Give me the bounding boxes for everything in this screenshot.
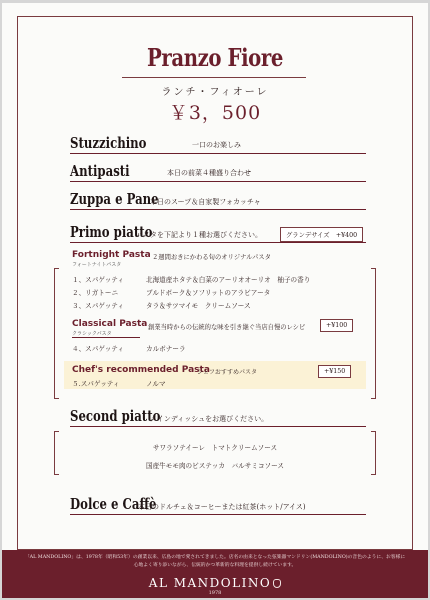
grande-size-tag: グランデサイズ +¥400	[280, 227, 363, 242]
course-stuzzichino-divider	[70, 153, 366, 154]
course-second-name: Second piatto	[70, 407, 161, 425]
course-primo-divider	[70, 242, 366, 243]
course-primo-name: Primo piatto	[70, 223, 153, 241]
menu-title: Pranzo Fiore	[147, 43, 283, 72]
course-stuzzichino-desc: 一口のお楽しみ	[192, 141, 241, 149]
second-item-2: 国産牛モモ肉のビステッカ バルサミコソース	[145, 462, 284, 470]
course-stuzzichino-name: Stuzzichino	[70, 134, 147, 152]
classical-item-desc: カルボナーラ	[146, 345, 186, 353]
restaurant-emblem-icon	[273, 579, 281, 588]
footer-brand	[2, 576, 428, 590]
course-antipasti-name: Antipasti	[70, 162, 130, 180]
course-primo-desc: パスタを下記より１種お選びください。	[136, 231, 262, 239]
course-antipasti-divider	[70, 181, 366, 182]
footer-year: 1978	[208, 590, 222, 596]
chef-item-desc: ノルマ	[146, 380, 166, 388]
classical-pasta-kana: クラシックパスタ	[72, 331, 112, 337]
chef-pasta-note: シェフおすすめパスタ	[197, 369, 257, 376]
classical-pasta-note: 創業当時からの伝統的な味を引き継ぐ当店自慢のレシピ	[148, 324, 306, 331]
pasta-bracket-left	[54, 268, 59, 399]
course-second-divider	[70, 426, 366, 427]
classical-price-tag: +¥100	[320, 319, 353, 332]
fortnight-item-1-desc: 北海道産ホタテ＆白菜のアーリオオーリオ 柚子の香り	[146, 276, 311, 284]
course-antipasti-desc: 本日の前菜４種盛り合わせ	[167, 169, 251, 177]
course-second-desc: メインディッシュをお選びください。	[150, 415, 269, 423]
second-item-1: サワラソテイーレ トマトクリームソース	[152, 444, 278, 452]
course-zuppa-desc: 本日のスープ＆自家製フォカッチャ	[150, 198, 261, 206]
chef-pasta-title: Chef's recommended Pasta	[72, 365, 210, 375]
fortnight-item-1-num: １、スパゲッティ	[72, 276, 124, 284]
footer-history-text: 「AL MANDOLINO」は、1978年（昭和53年）の創業以来、広島の地で愛されてきました。店名の由来となった弦楽器マンドリン(MANDOLINO)の音色のように、お客様に心地よく寄り添いながら、伝統的かつ革新的な料理を提供し続けています。	[24, 555, 406, 568]
fortnight-pasta-title: Fortnight Pasta	[72, 250, 151, 260]
course-zuppa-divider	[70, 209, 366, 210]
course-dolce-desc: 本日のドルチェ＆コーヒーまたは紅茶(ホット/アイス)	[138, 503, 306, 511]
fortnight-pasta-note: ２週間おきにかわる旬のオリジナルパスタ	[152, 254, 271, 261]
classical-pasta-title: Classical Pasta	[72, 319, 148, 329]
fortnight-item-3-num: ３、スパゲッティ	[72, 302, 124, 310]
menu-sheet	[2, 3, 428, 598]
course-dolce-name: Dolce e Caffè	[70, 495, 157, 513]
fortnight-item-2-desc: ブルドボーク＆ソフリットのアラビアータ	[146, 289, 271, 297]
classical-item-num: ４、スパゲッティ	[72, 345, 124, 353]
course-zuppa-name: Zuppa e Pane	[70, 190, 159, 208]
pasta-bracket-right	[371, 268, 376, 399]
fortnight-pasta-kana: フォートナイトパスタ	[72, 262, 122, 268]
menu-subtitle: ランチ・フィオーレ	[161, 87, 269, 98]
title-divider	[122, 77, 306, 78]
classical-pasta-divider	[72, 337, 140, 338]
footer-band	[2, 550, 428, 598]
footer-brand-name: AL MANDOLINO	[148, 576, 272, 590]
chef-item-num: ５.スパゲッティ	[72, 380, 120, 388]
menu-price: ￥3，500	[168, 102, 262, 124]
fortnight-item-2-num: ２、リガトーニ	[72, 289, 119, 297]
chef-price-tag: +¥150	[318, 365, 351, 378]
course-dolce-divider	[70, 514, 366, 515]
fortnight-item-3-desc: タラ＆サツマイモ クリームソース	[146, 302, 251, 310]
